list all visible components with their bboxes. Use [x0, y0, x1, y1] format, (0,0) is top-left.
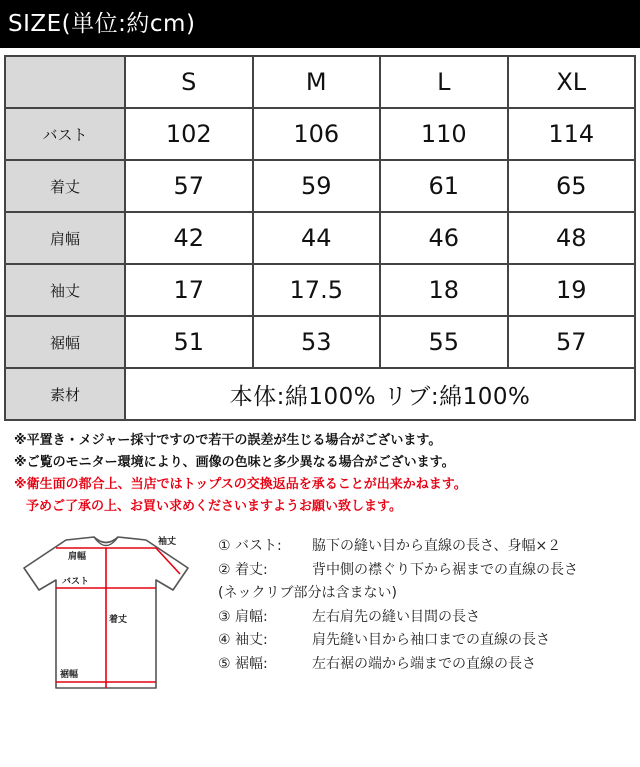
size-col-xl: XL: [508, 56, 636, 108]
table-cell: 17: [125, 264, 253, 316]
table-row: [5, 160, 635, 212]
row-label-length: 着丈: [5, 160, 125, 212]
material-value: 本体:綿100% リブ:綿100%: [125, 368, 635, 420]
definition-row: [218, 559, 638, 583]
definition-term: ④ 袖丈:: [218, 632, 268, 648]
table-cell: 19: [508, 264, 636, 316]
table-row: [5, 108, 635, 160]
table-cell: 57: [125, 160, 253, 212]
definition-desc: 背中側の襟ぐり下から裾までの直線の長さ: [312, 561, 578, 578]
definition-desc: 脇下の縫い目から直線の長さ、身幅×２: [312, 538, 562, 554]
diagram-label-shoulder: 肩幅: [68, 552, 87, 562]
definition-term: ① バスト:: [218, 538, 282, 554]
table-row: [5, 316, 635, 368]
definition-desc: 肩先縫い目から袖口までの直線の長さ: [312, 632, 550, 648]
definition-desc: (ネックリブ部分は含まない): [218, 585, 397, 601]
diagram-label-bust: バスト: [62, 577, 90, 587]
size-col-l: L: [380, 56, 508, 108]
note-monitor: ※ご覧のモニター環境により、画像の色味と多少異なる場合がございます。: [14, 455, 455, 470]
diagram-label-length: 着丈: [109, 615, 128, 625]
definition-term: ② 着丈:: [218, 561, 268, 578]
row-label-material: 素材: [5, 368, 125, 420]
definition-desc: 左右裾の端から端までの直線の長さ: [312, 655, 536, 672]
notes: [14, 430, 634, 518]
table-cell: 55: [380, 316, 508, 368]
table-cell: 110: [380, 108, 508, 160]
table-cell: 18: [380, 264, 508, 316]
row-label-shoulder: 肩幅: [5, 212, 125, 264]
table-cell: 46: [380, 212, 508, 264]
table-cell: 17.5: [253, 264, 381, 316]
definition-desc: 左右肩先の縫い目間の長さ: [312, 608, 480, 625]
row-label-sleeve: 袖丈: [5, 264, 125, 316]
size-header: [0, 0, 640, 48]
diagram-label-sleeve: 袖丈: [158, 537, 177, 547]
measurement-definitions: [218, 535, 638, 676]
table-cell: 61: [380, 160, 508, 212]
table-corner-cell: [5, 56, 125, 108]
definition-row: [218, 629, 638, 653]
definition-row: [218, 582, 638, 606]
definition-term: ③ 肩幅:: [218, 608, 268, 625]
diagram-label-hem: 裾幅: [60, 670, 79, 680]
table-cell: 48: [508, 212, 636, 264]
tshirt-icon: [8, 528, 204, 700]
tshirt-measurement-diagram: [8, 528, 204, 700]
size-col-m: M: [253, 56, 381, 108]
size-title: SIZE(単位:約cm): [8, 11, 196, 37]
table-cell: 57: [508, 316, 636, 368]
table-cell: 42: [125, 212, 253, 264]
note-measurement: ※平置き・メジャー採寸ですので若干の誤差が生じる場合がございます。: [14, 433, 442, 448]
table-cell: 53: [253, 316, 381, 368]
definition-row: [218, 535, 638, 559]
table-cell: 44: [253, 212, 381, 264]
definition-term: ⑤ 裾幅:: [218, 655, 268, 672]
definition-row: [218, 606, 638, 630]
table-row-material: [5, 368, 635, 420]
table-cell: 59: [253, 160, 381, 212]
note-acknowledge: 予めご了承の上、お買い求めくださいますようお願い致します。: [26, 499, 402, 514]
table-cell: 102: [125, 108, 253, 160]
size-table: [4, 55, 636, 421]
table-cell: 65: [508, 160, 636, 212]
table-row: [5, 212, 635, 264]
size-header-row: [5, 56, 635, 108]
row-label-bust: バスト: [5, 108, 125, 160]
row-label-hem: 裾幅: [5, 316, 125, 368]
note-no-returns: ※衛生面の都合上、当店ではトップスの交換返品を承ることが出来かねます。: [14, 477, 467, 492]
definition-row: [218, 653, 638, 677]
size-col-s: S: [125, 56, 253, 108]
table-cell: 114: [508, 108, 636, 160]
table-row: [5, 264, 635, 316]
table-cell: 106: [253, 108, 381, 160]
table-cell: 51: [125, 316, 253, 368]
